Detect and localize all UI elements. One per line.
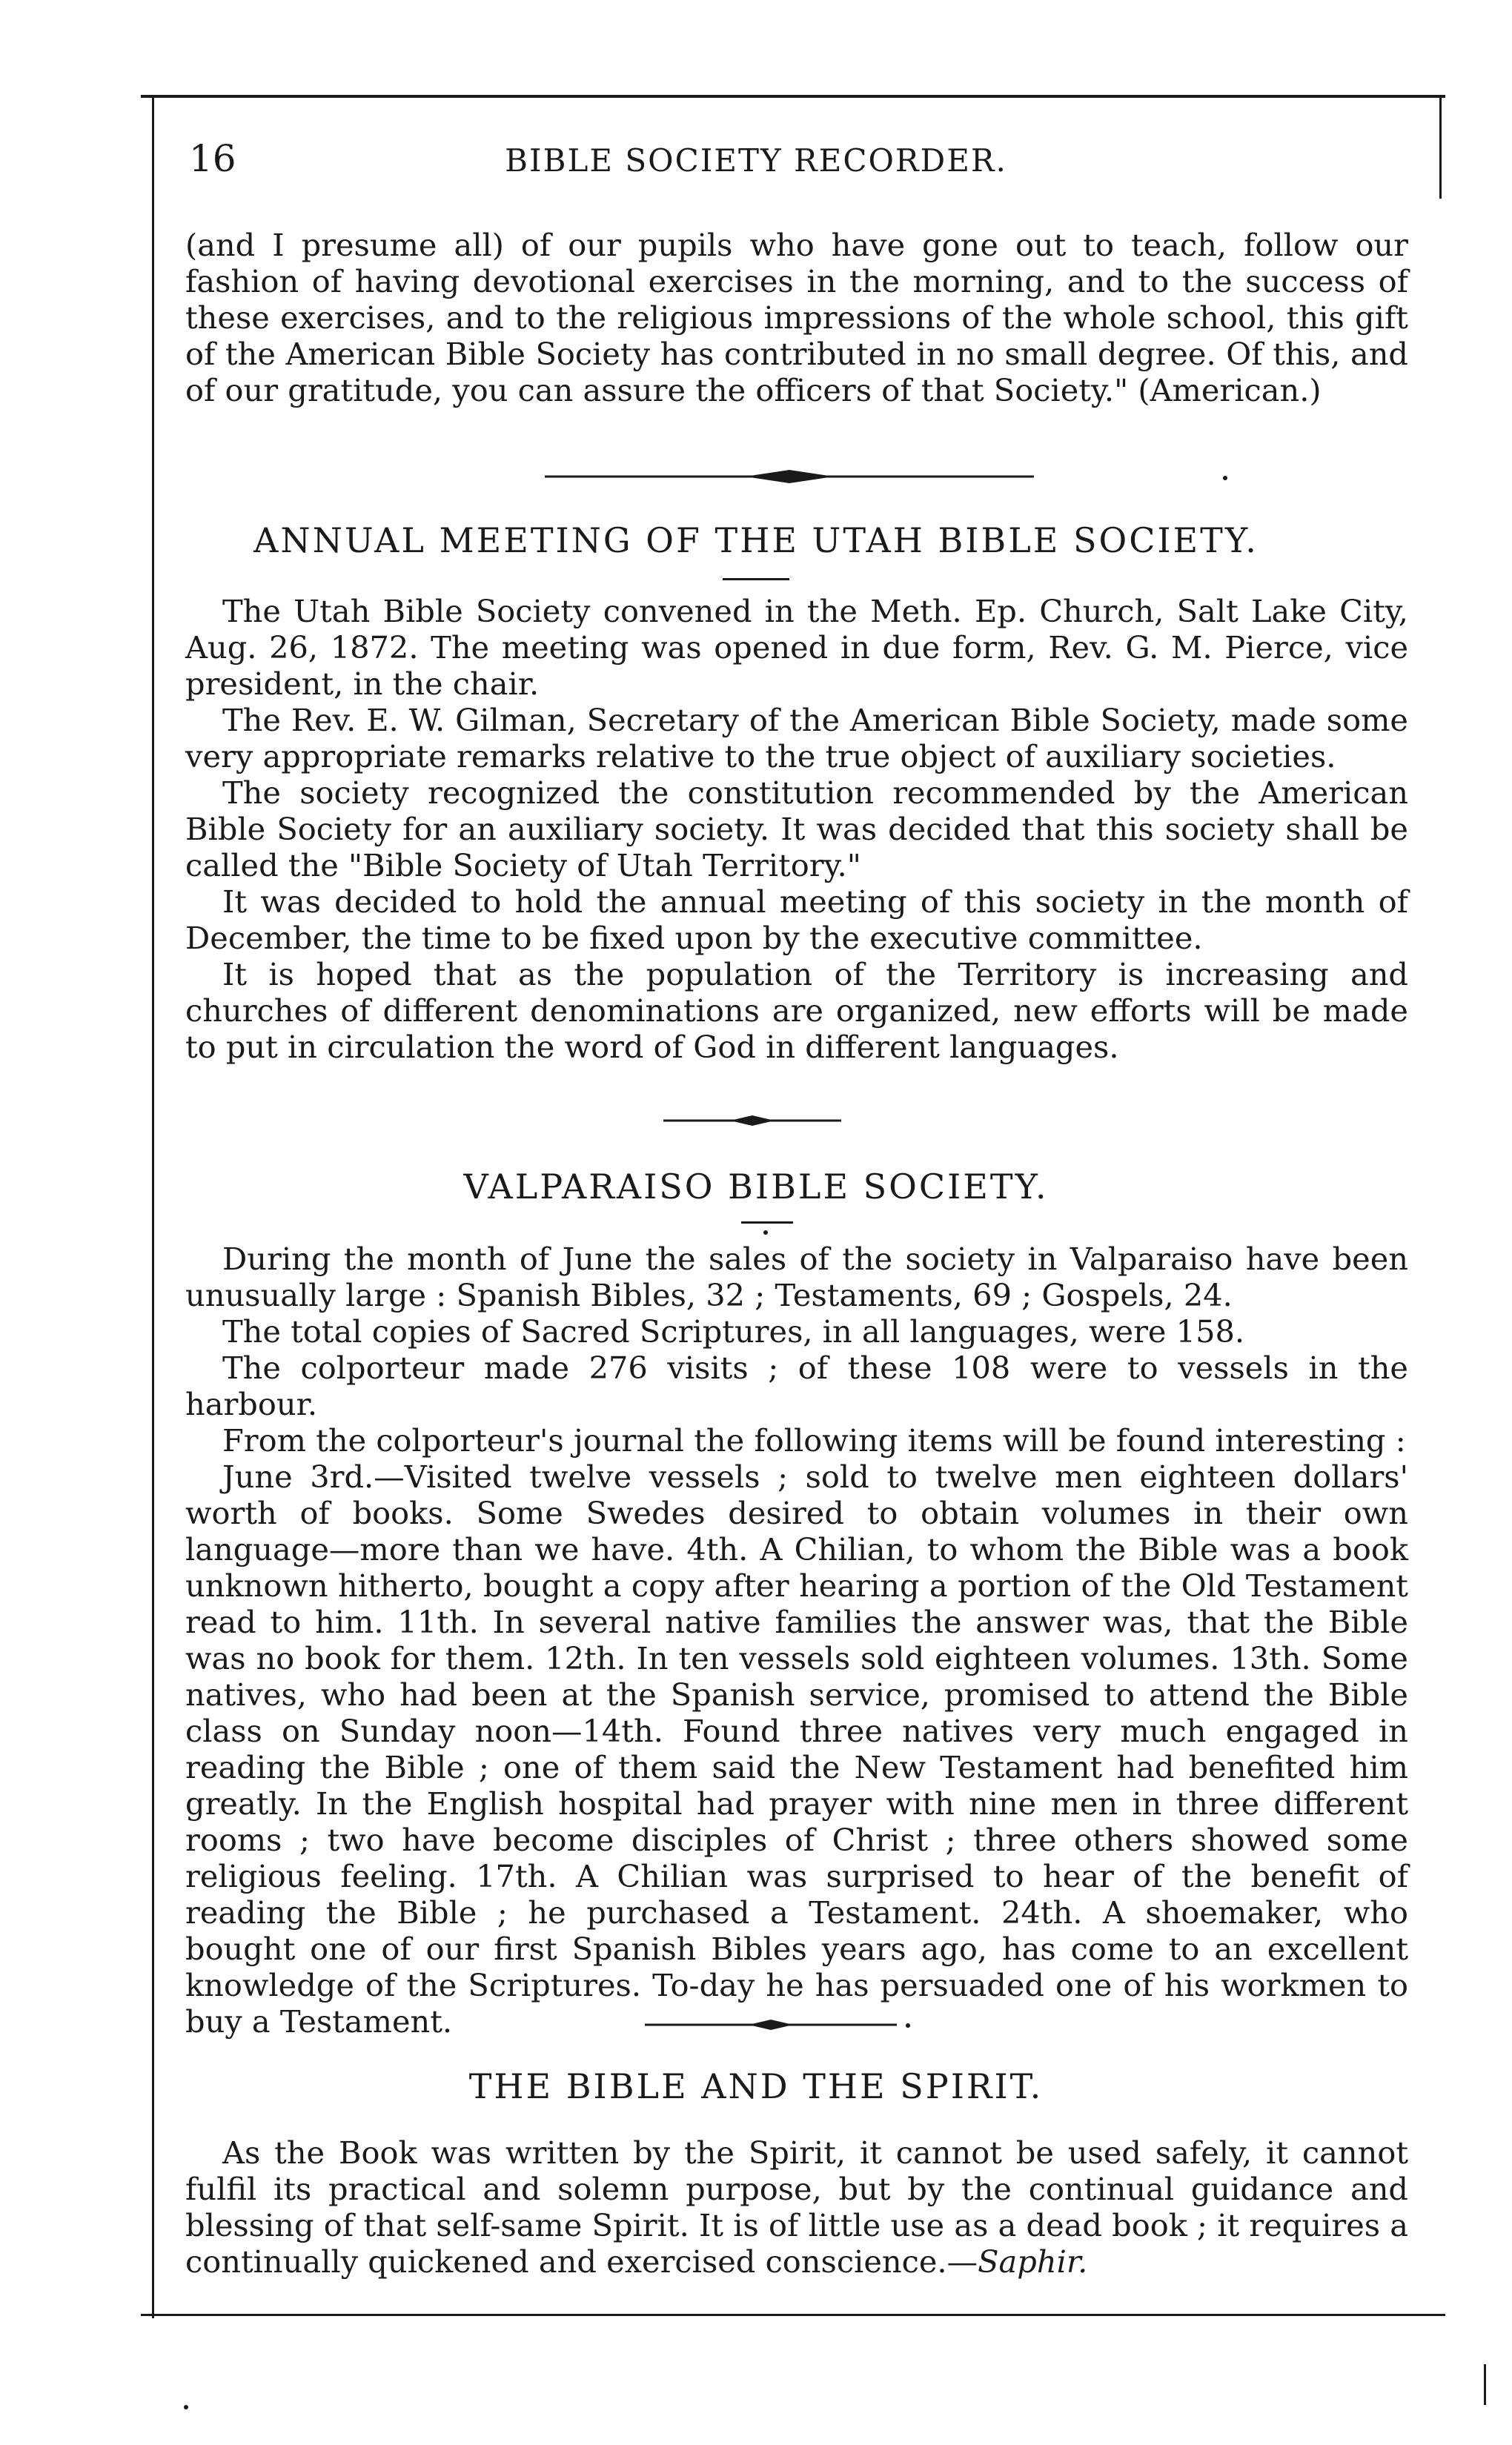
valparaiso-paragraph: The colporteur made 276 visits ; of these 108 were to vessels in the harbour. — [185, 1350, 1408, 1422]
valparaiso-journal: June 3rd.—Visited twelve vessels ; sold to twelve men eighteen dollars' worth of books. Some Swedes desired to obtain volumes in their own language—more than we have. 4th. A Chilian, to whom the Bible was a book unknown hitherto, bought a copy after hearing a portion of the Old Testament read to him. 11th. In several native families the answer was, that the Bible was no book for them. 12th. In ten vessels sold eighteen volumes. 13th. Some natives, who had been at the Spanish service, promised to attend the Bible class on Sunday noon—14th. Found three natives very much engaged in reading the Bible ; one of them said the New Testament had benefited him greatly. In the English hospital had prayer with nine men in three different rooms ; two have become disciples of Christ ; three others showed some religious feeling. 17th. A Chilian was surprised to hear of the benefit of reading the Bible ; he purchased a Testament. 24th. A shoemaker, who bought one of our first Spanish Bibles years ago, has come to an excellent knowledge of the Scriptures. To-day he has persuaded one of his workmen to buy a Testament. — [185, 1459, 1408, 2040]
valparaiso-paragraph: The total copies of Sacred Scriptures, in all languages, were 158. — [222, 1313, 1245, 1350]
utah-paragraph: The society recognized the constitution recommended by the American Bible Society for an auxiliary society. It was decided that this society shall be called the "Bible Society of Utah Territory." — [185, 774, 1408, 883]
page-number: 16 — [189, 137, 236, 180]
spirit-attribution: Saphir. — [978, 2243, 1088, 2280]
intro-section — [185, 227, 1408, 408]
utah-paragraph: The Utah Bible Society convened in the Meth. Ep. Church, Salt Lake City, Aug. 26, 1872. The meeting was opened in due form, Rev. G. M. Pierce, vice president, in the chair. — [185, 593, 1408, 702]
stray-mark — [184, 2405, 188, 2409]
valparaiso-heading: VALPARAISO BIBLE SOCIETY. — [463, 1167, 1049, 1207]
utah-section — [185, 593, 1408, 1065]
section-ornament — [663, 1112, 841, 1131]
section-ornament — [545, 467, 1034, 489]
valparaiso-section — [185, 1241, 1408, 2040]
ornament-dot — [1223, 476, 1227, 480]
section-ornament — [645, 2016, 912, 2035]
spirit-heading: THE BIBLE AND THE SPIRIT. — [468, 2066, 1044, 2106]
left-rule — [152, 95, 154, 2318]
utah-paragraph: The Rev. E. W. Gilman, Secretary of the American Bible Society, made some very appropriate remarks relative to the true object of auxiliary societies. — [185, 702, 1408, 774]
spirit-section — [185, 2134, 1408, 2280]
utah-heading: ANNUAL MEETING OF THE UTAH BIBLE SOCIETY. — [253, 520, 1259, 560]
heading-dot — [763, 1230, 768, 1235]
margin-mark — [1484, 2364, 1486, 2405]
running-title: BIBLE SOCIETY RECORDER. — [505, 142, 1007, 179]
valparaiso-paragraph: During the month of June the sales of the society in Valparaiso have been unusually large : Spanish Bibles, 32 ; Testaments, 69 ; Gospels, 24. — [185, 1241, 1408, 1313]
utah-paragraph: It was decided to hold the annual meeting of this society in the month of December, the time to be fixed upon by the executive committee. — [185, 883, 1408, 956]
top-rule — [141, 95, 1445, 98]
intro-paragraph: (and I presume all) of our pupils who have gone out to teach, follow our fashion of having devotional exercises in the morning, and to the success of these exercises, and to the religious impressions of the whole school, this gift of the American Bible Society has contributed in no small degree. Of this, and of our gratitude, you can assure the officers of that Society." (American.) — [185, 227, 1408, 408]
valparaiso-paragraph: From the colporteur's journal the following items will be found interesting : — [222, 1422, 1406, 1459]
heading-rule — [741, 1221, 793, 1224]
spirit-paragraph — [185, 2134, 1408, 2280]
utah-paragraph: It is hoped that as the population of the Territory is increasing and churches of different denominations are organized, new efforts will be made to put in circulation the word of God in different languages. — [185, 956, 1408, 1065]
heading-rule — [723, 578, 789, 580]
spirit-text: As the Book was written by the Spirit, it cannot be used safely, it cannot fulfil its practical and solemn purpose, but by the continual guidance and blessing of that self-same Spirit. It is of little use as a dead book ; it requires a continually quickened and exercised conscience.— — [185, 2134, 1408, 2280]
bottom-rule — [141, 2314, 1445, 2316]
